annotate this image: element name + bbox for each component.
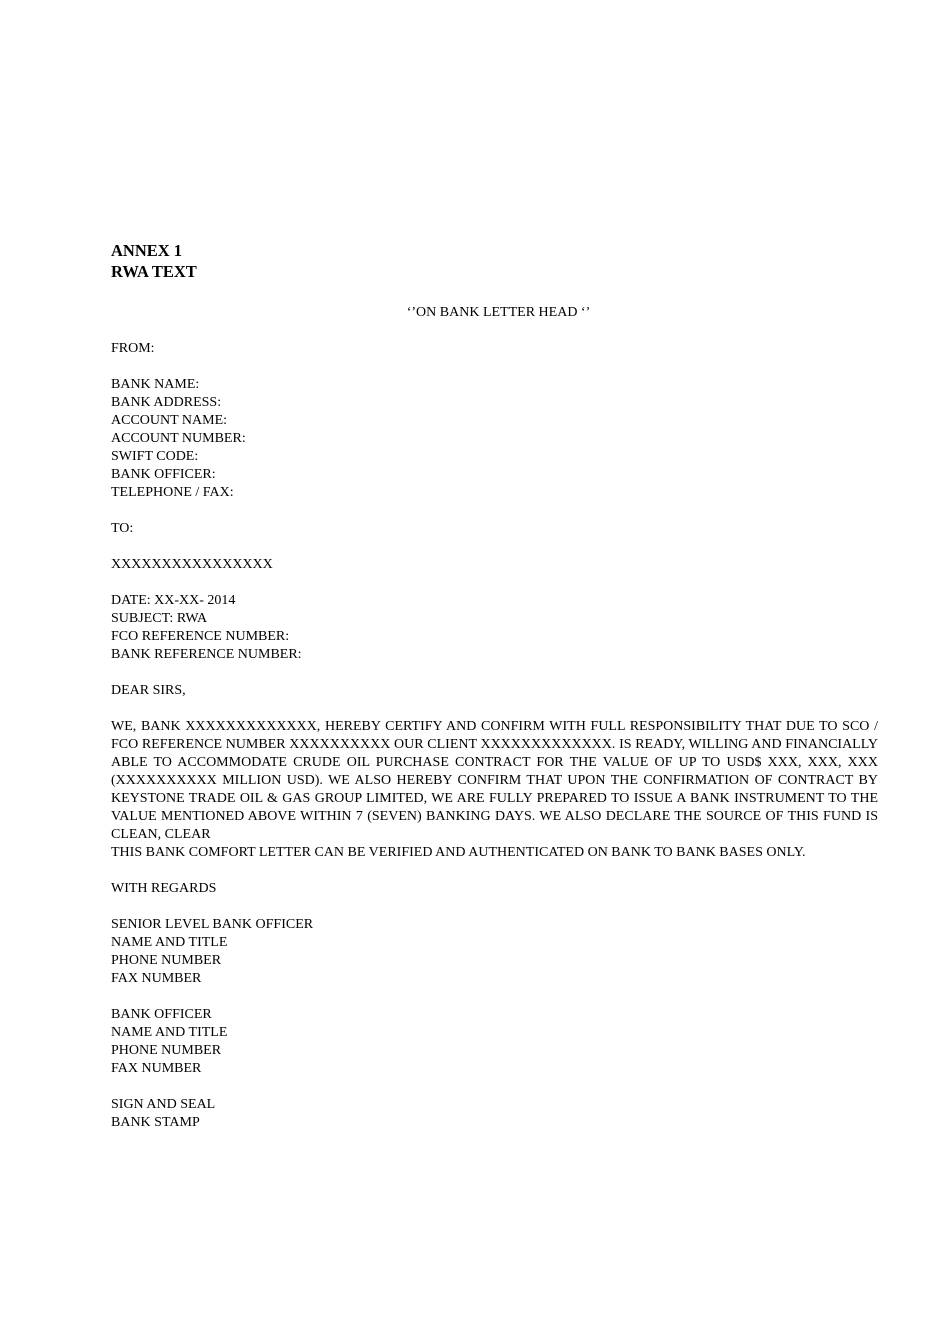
field-bank-officer: BANK OFFICER: [111, 467, 216, 482]
body-paragraph: WE, BANK XXXXXXXXXXXXX, HEREBY CERTIFY AND CONFIRM WITH FULL RESPONSIBILITY THAT DUE TO SCO / FCO REFERENCE NUMBER XXXXXXXXXX OUR CLIENT XXXXXXXXXXXXX. IS READY, WILLING AND FINANCIALLY ABLE TO ACCOMMODATE CRUDE OIL PURCHASE CONTRACT FOR THE VALUE OF UP TO USD$ XXX, XXX, XXX (XXXXXXXXXX MILLION USD). WE ALSO HEREBY CONFIRM THAT UPON THE CONFIRMATION OF CONTRACT BY KEYSTONE TRADE OIL & GAS GROUP LIMITED, WE ARE FULLY PREPARED TO ISSUE A BANK INSTRUMENT TO THE VALUE MENTIONED ABOVE WITHIN 7 (SEVEN) BANKING DAYS. WE ALSO DECLARE THE SOURCE OF THIS FUND IS CLEAN, CLEAR [111, 719, 878, 842]
signatory-title: SENIOR LEVEL BANK OFFICER [111, 917, 314, 932]
subject-line: SUBJECT: RWA [111, 611, 208, 626]
field-telephone-fax: TELEPHONE / FAX: [111, 485, 234, 500]
signatory-block-senior [111, 916, 878, 988]
closing: WITH REGARDS [111, 881, 217, 896]
from-fields [111, 376, 878, 502]
field-bank-address: BANK ADDRESS: [111, 395, 222, 410]
recipient: XXXXXXXXXXXXXXXX [111, 557, 273, 572]
signatory-fax: FAX NUMBER [111, 971, 202, 986]
date-line: DATE: XX-XX- 2014 [111, 593, 236, 608]
annex-label: ANNEX 1 [111, 241, 183, 260]
signatory-fax: FAX NUMBER [111, 1061, 202, 1076]
signatory-name: NAME AND TITLE [111, 935, 228, 950]
signatory-phone: PHONE NUMBER [111, 1043, 222, 1058]
document-title: RWA TEXT [111, 262, 197, 281]
signatory-block-officer [111, 1006, 878, 1078]
comfort-letter-line: THIS BANK COMFORT LETTER CAN BE VERIFIED AND AUTHENTICATED ON BANK TO BANK BASES ONLY. [111, 845, 806, 860]
bank-stamp: BANK STAMP [111, 1115, 200, 1130]
document-page [111, 240, 878, 1132]
signatory-name: NAME AND TITLE [111, 1025, 228, 1040]
from-label: FROM: [111, 341, 155, 356]
salutation: DEAR SIRS, [111, 683, 186, 698]
field-account-name: ACCOUNT NAME: [111, 413, 228, 428]
field-swift-code: SWIFT CODE: [111, 449, 199, 464]
field-bank-name: BANK NAME: [111, 377, 200, 392]
field-account-number: ACCOUNT NUMBER: [111, 431, 246, 446]
to-label: TO: [111, 521, 134, 536]
sign-and-seal: SIGN AND SEAL [111, 1097, 216, 1112]
letterhead-note: ‘’ON BANK LETTER HEAD ‘’ [406, 305, 591, 320]
bank-reference-line: BANK REFERENCE NUMBER: [111, 647, 302, 662]
signatory-title: BANK OFFICER [111, 1007, 212, 1022]
fco-reference-line: FCO REFERENCE NUMBER: [111, 629, 290, 644]
signatory-phone: PHONE NUMBER [111, 953, 222, 968]
